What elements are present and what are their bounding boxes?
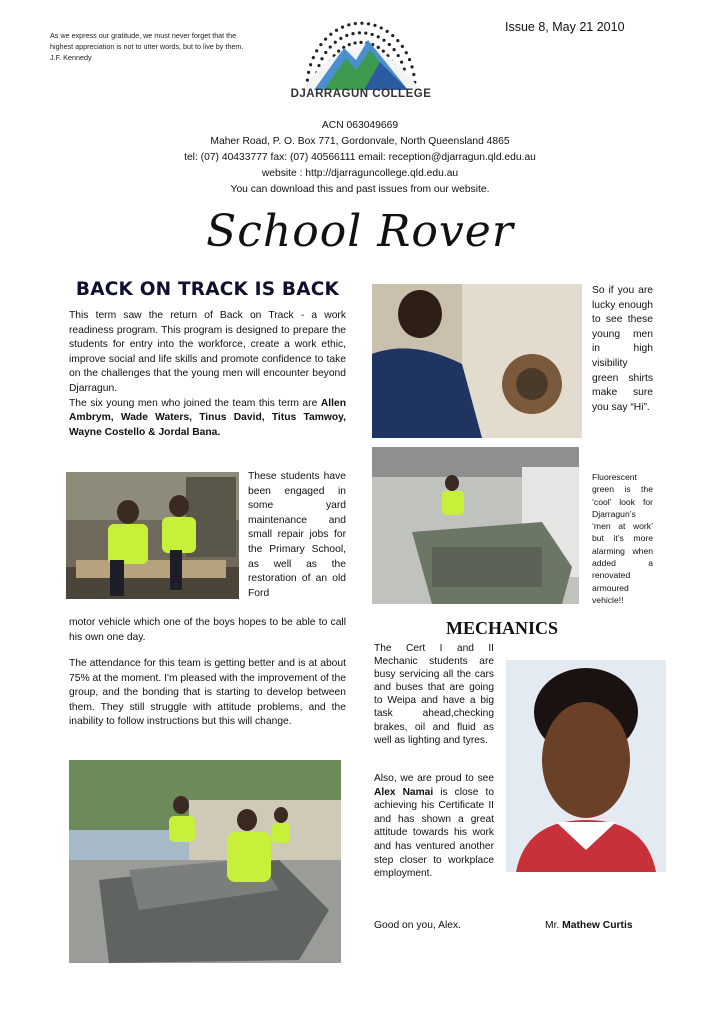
logo-dot [307, 71, 310, 74]
logo-dot [348, 43, 351, 46]
logo-dot [364, 32, 367, 35]
masthead-title: School Rover [206, 206, 514, 257]
logo-dot [312, 56, 315, 59]
logo-dot [320, 57, 323, 60]
logo-dot [382, 39, 385, 42]
engaged-text-cont: motor vehicle which one of the boys hopes to be able to call his own one day. [69, 617, 346, 643]
address: Maher Road, P. O. Box 771, Gordonvale, North Queensland 4865 [210, 136, 510, 147]
attendance-text: The attendance for this team is getting better and is at about 75% at the moment. I'm pleased with the improvement of the group, and the bonding that is starting to develop between them. They still struggle with attitude problems, and the inability to follow instructions but this will change. [69, 658, 346, 728]
download-note: You can download this and past issues from our website. [230, 184, 490, 195]
photo-alex-portrait [506, 660, 666, 872]
photo-yard-team [66, 472, 239, 599]
photo-green-vehicle [372, 447, 579, 604]
issue-date: Issue 8, May 21 2010 [505, 20, 625, 34]
back-on-track-heading: BACK ON TRACK IS BACK [75, 279, 340, 300]
logo-dot [400, 60, 403, 63]
logo-dot [412, 73, 415, 76]
logo-dot [306, 79, 309, 82]
engaged-text: These students have been engaged in some yard maintenance and small repair jobs for the Primary School, as well as the restoration of an old Ford [248, 471, 346, 599]
logo-dot [353, 41, 356, 44]
logo-dot [360, 22, 363, 25]
photo-brake-repair [372, 284, 582, 438]
logo-dot [371, 33, 374, 36]
logo-dot [329, 45, 332, 48]
phone-email[interactable]: tel: (07) 40433777 fax: (07) 40566111 email: reception@djarragun.qld.edu.au [184, 152, 536, 163]
fluoro-note: Fluorescent green is the ‘cool’ look for Djarragun’s ‘men at work’ but it’s more alarming when added a renovated armoured vehicle!! [592, 472, 653, 605]
logo-dot [391, 34, 394, 37]
logo-dot [339, 37, 342, 40]
logo-dot [377, 35, 380, 38]
logo-dot [396, 39, 399, 42]
photo-armoured-vehicle [69, 760, 341, 963]
logo-dot [408, 58, 411, 61]
logo-dot [392, 48, 395, 51]
alex-name: Alex Namai [374, 786, 434, 798]
signature: Mr. Mathew Curtis [545, 920, 633, 931]
logo-dot [329, 33, 332, 36]
back-on-track-intro: This term saw the return of Back on Track - a work readiness program. This program is designed to prepare the students for entry into the workforce, create a work ethic, improve social and life skills and promote confidence to take on the challenges that the young men will encounter beyond Djarragun. The six young men who joined the team this term are Allen Ambrym, Wade Waters, Tinus David, Titus Tamwoy, Wayne Costello & Jordal Bana. [69, 310, 346, 438]
contact-block [60, 118, 660, 198]
logo-dot [386, 30, 389, 33]
logo-dot [359, 41, 362, 44]
good-on-you: Good on you, Alex. [374, 920, 462, 931]
lucky-note: So if you are lucky enough to see these young men in high visibility green shirts make sure you say “Hi”. [592, 285, 653, 413]
alex-text: Also, we are proud to see Alex Namai is close to achieving his Certificate II and has shown a great attitude towards his work and has ventured another step closer to workplace employment. [374, 773, 494, 880]
logo-dot [334, 41, 337, 44]
mechanics-text: The Cert I and II Mechanic students are busy servicing all the cars and buses that are going to Weipa and have a big task ahead,checking brakes, oil and fluid as well as lighting and tyres. [374, 643, 494, 746]
logo-dot [401, 45, 404, 48]
website-link[interactable]: website : http://djarraguncollege.qld.edu.au [261, 168, 459, 179]
logo-dot [373, 24, 376, 27]
logo-dot [405, 51, 408, 54]
logo-dot [410, 65, 413, 68]
signature-name: Mathew Curtis [562, 920, 633, 931]
logo-dot [351, 32, 354, 35]
logo-dot [319, 43, 322, 46]
header-quote: As we express our gratitude, we must never forget that the highest appreciation is not to utter words, but to live by them. J.F. Kennedy [50, 31, 244, 62]
acn: ACN 063049669 [321, 120, 399, 131]
logo-dot [380, 26, 383, 29]
logo-dot [377, 46, 380, 49]
logo-dot [341, 26, 344, 29]
logo-dot [337, 50, 340, 53]
logo-dot [347, 23, 350, 26]
logo-dot [324, 51, 327, 54]
logo-dot [345, 34, 348, 37]
logo-dot [388, 43, 391, 46]
logo-dot [324, 37, 327, 40]
logo-text: DJARRAGUN COLLEGE [290, 88, 432, 100]
logo-dot [315, 49, 318, 52]
logo-dot [397, 54, 400, 57]
logo-dot [335, 29, 338, 32]
logo-dot [367, 22, 370, 25]
logo-dot [382, 50, 385, 53]
logo-dot [358, 31, 361, 34]
mechanics-heading: MECHANICS [446, 618, 559, 638]
logo-dot [354, 22, 357, 25]
logo-dot [317, 64, 320, 67]
team-names: Allen Ambrym, Wade Waters, Tinus David, Titus Tamwoy, Wayne Costello & Jordal Bana. [69, 397, 346, 438]
logo-dot [309, 63, 312, 66]
